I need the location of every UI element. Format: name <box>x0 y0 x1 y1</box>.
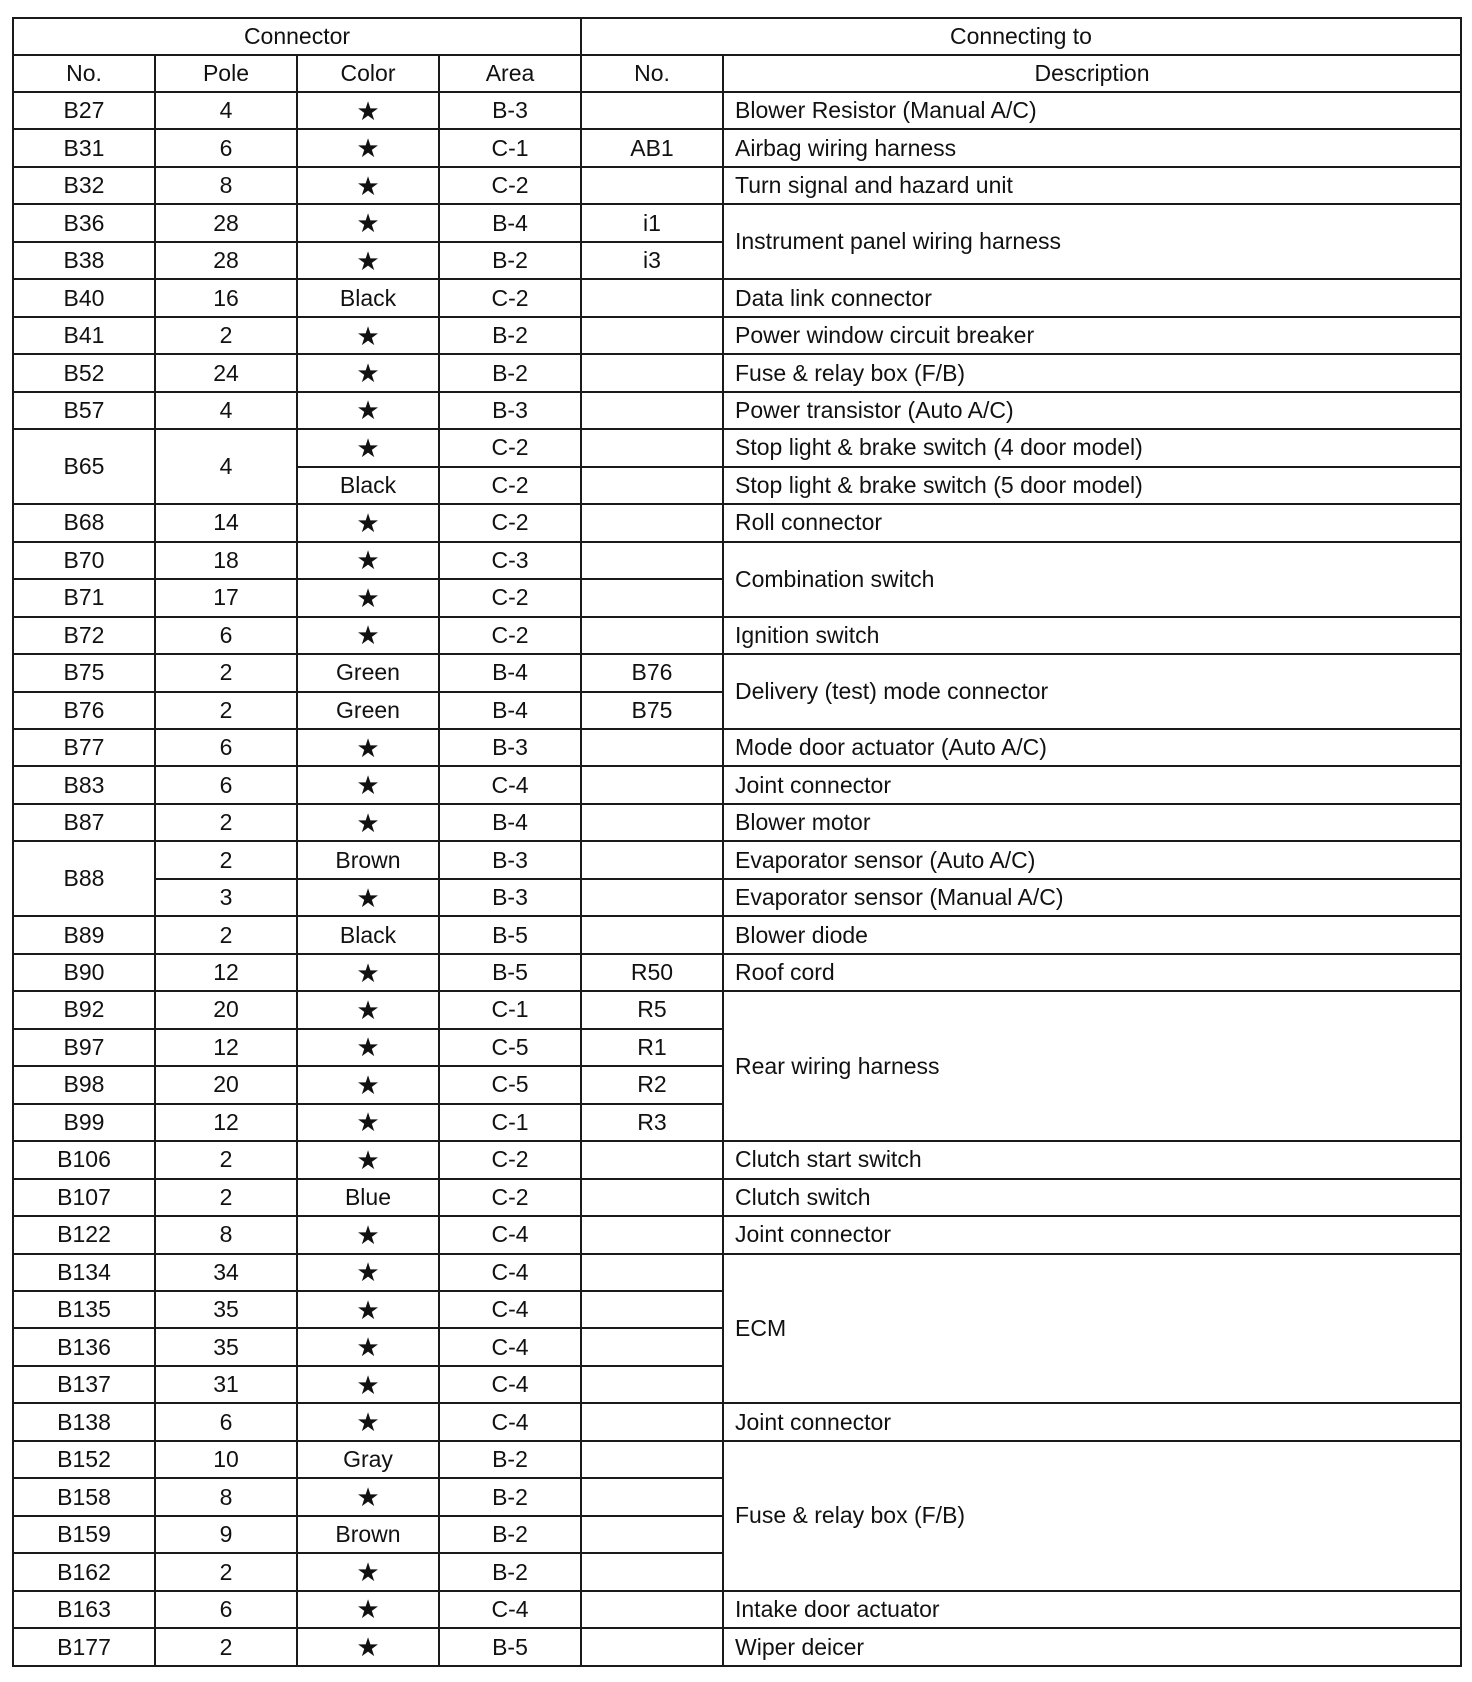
cell-description: Ignition switch <box>723 617 1461 654</box>
cell-color-star-icon: ★ <box>297 1403 439 1440</box>
cell-description: Delivery (test) mode connector <box>723 654 1461 729</box>
cell-pole: 2 <box>155 317 297 354</box>
table-row <box>13 1141 1461 1178</box>
cell-area: C-5 <box>439 1029 581 1066</box>
cell-description: Wiper deicer <box>723 1628 1461 1666</box>
column-header-color: Color <box>297 55 439 92</box>
cell-connecting-no <box>581 167 723 204</box>
cell-connecting-no: B76 <box>581 654 723 691</box>
cell-connecting-no <box>581 841 723 878</box>
cell-description: Joint connector <box>723 1216 1461 1253</box>
cell-color-star-icon: ★ <box>297 1628 439 1666</box>
cell-connector-no: B76 <box>13 692 155 729</box>
cell-connecting-no <box>581 916 723 953</box>
cell-connecting-no: R3 <box>581 1104 723 1141</box>
cell-connector-no: B41 <box>13 317 155 354</box>
table-row <box>13 1254 1461 1291</box>
cell-connecting-no <box>581 1366 723 1403</box>
cell-connecting-no <box>581 1591 723 1628</box>
cell-connecting-no: R5 <box>581 991 723 1028</box>
cell-area: C-4 <box>439 1366 581 1403</box>
cell-area: B-2 <box>439 354 581 391</box>
cell-color-star-icon: ★ <box>297 729 439 766</box>
cell-color-star-icon: ★ <box>297 766 439 803</box>
cell-description: Mode door actuator (Auto A/C) <box>723 729 1461 766</box>
connecting-to-group-header: Connecting to <box>581 18 1461 55</box>
cell-description: Blower diode <box>723 916 1461 953</box>
cell-connecting-no: AB1 <box>581 129 723 166</box>
cell-description: Evaporator sensor (Manual A/C) <box>723 879 1461 916</box>
cell-connecting-no <box>581 804 723 841</box>
cell-connecting-no: i3 <box>581 242 723 279</box>
table-row <box>13 729 1461 766</box>
cell-connecting-no <box>581 1179 723 1216</box>
table-row <box>13 804 1461 841</box>
cell-color: Green <box>297 654 439 691</box>
cell-connector-no: B92 <box>13 991 155 1028</box>
cell-description: Blower Resistor (Manual A/C) <box>723 92 1461 129</box>
table-row <box>13 991 1461 1028</box>
cell-color-star-icon: ★ <box>297 991 439 1028</box>
cell-pole: 2 <box>155 1553 297 1590</box>
table-row <box>13 916 1461 953</box>
cell-color: Gray <box>297 1441 439 1478</box>
cell-connecting-no <box>581 1478 723 1515</box>
cell-pole: 6 <box>155 1403 297 1440</box>
table-body <box>13 92 1461 1666</box>
cell-area: C-2 <box>439 167 581 204</box>
cell-area: B-4 <box>439 804 581 841</box>
cell-area: C-2 <box>439 579 581 616</box>
cell-connecting-no <box>581 766 723 803</box>
cell-area: C-1 <box>439 991 581 1028</box>
cell-connector-no: B99 <box>13 1104 155 1141</box>
cell-connecting-no <box>581 542 723 579</box>
cell-connecting-no: R50 <box>581 954 723 991</box>
cell-area: B-5 <box>439 1628 581 1666</box>
cell-description: Evaporator sensor (Auto A/C) <box>723 841 1461 878</box>
cell-color-star-icon: ★ <box>297 1216 439 1253</box>
cell-area: B-3 <box>439 729 581 766</box>
cell-area: C-4 <box>439 1403 581 1440</box>
cell-pole: 4 <box>155 392 297 429</box>
cell-area: C-1 <box>439 129 581 166</box>
cell-color: Green <box>297 692 439 729</box>
cell-pole: 4 <box>155 429 297 504</box>
cell-connector-no: B32 <box>13 167 155 204</box>
cell-connector-no: B65 <box>13 429 155 504</box>
cell-color-star-icon: ★ <box>297 429 439 466</box>
cell-pole: 8 <box>155 167 297 204</box>
cell-area: C-4 <box>439 1254 581 1291</box>
table-row <box>13 1216 1461 1253</box>
cell-description: Joint connector <box>723 1403 1461 1440</box>
cell-description: Roll connector <box>723 504 1461 541</box>
cell-color-star-icon: ★ <box>297 354 439 391</box>
cell-color-star-icon: ★ <box>297 1291 439 1328</box>
cell-connecting-no: R2 <box>581 1066 723 1103</box>
cell-connector-no: B72 <box>13 617 155 654</box>
cell-pole: 20 <box>155 991 297 1028</box>
cell-description: Airbag wiring harness <box>723 129 1461 166</box>
cell-connector-no: B134 <box>13 1254 155 1291</box>
cell-area: C-1 <box>439 1104 581 1141</box>
table-row <box>13 317 1461 354</box>
cell-area: B-4 <box>439 654 581 691</box>
cell-color-star-icon: ★ <box>297 392 439 429</box>
cell-connecting-no <box>581 429 723 466</box>
cell-connecting-no <box>581 1254 723 1291</box>
cell-color-star-icon: ★ <box>297 804 439 841</box>
cell-description: Fuse & relay box (F/B) <box>723 354 1461 391</box>
cell-color-star-icon: ★ <box>297 167 439 204</box>
cell-description: Combination switch <box>723 542 1461 617</box>
table-row <box>13 129 1461 166</box>
cell-connector-no: B75 <box>13 654 155 691</box>
cell-connecting-no <box>581 92 723 129</box>
connector-table <box>12 17 1462 1667</box>
cell-connecting-no <box>581 1141 723 1178</box>
table-row <box>13 841 1461 878</box>
cell-color-star-icon: ★ <box>297 242 439 279</box>
cell-color-star-icon: ★ <box>297 1553 439 1590</box>
cell-connector-no: B98 <box>13 1066 155 1103</box>
cell-connector-no: B158 <box>13 1478 155 1515</box>
cell-pole: 2 <box>155 654 297 691</box>
cell-color-star-icon: ★ <box>297 1366 439 1403</box>
cell-pole: 6 <box>155 729 297 766</box>
cell-connector-no: B89 <box>13 916 155 953</box>
cell-connecting-no <box>581 317 723 354</box>
cell-connecting-no <box>581 617 723 654</box>
cell-area: B-5 <box>439 954 581 991</box>
cell-area: B-3 <box>439 879 581 916</box>
table-row <box>13 879 1461 916</box>
cell-connecting-no: i1 <box>581 204 723 241</box>
table-row <box>13 954 1461 991</box>
cell-description: Power transistor (Auto A/C) <box>723 392 1461 429</box>
cell-connector-no: B68 <box>13 504 155 541</box>
group-header-row <box>13 18 1461 55</box>
cell-pole: 31 <box>155 1366 297 1403</box>
cell-color-star-icon: ★ <box>297 542 439 579</box>
cell-color: Brown <box>297 1516 439 1553</box>
cell-color-star-icon: ★ <box>297 579 439 616</box>
cell-connector-no: B152 <box>13 1441 155 1478</box>
table-row <box>13 92 1461 129</box>
cell-color-star-icon: ★ <box>297 129 439 166</box>
cell-color-star-icon: ★ <box>297 1141 439 1178</box>
cell-color-star-icon: ★ <box>297 317 439 354</box>
cell-connecting-no <box>581 879 723 916</box>
cell-connecting-no: R1 <box>581 1029 723 1066</box>
cell-area: C-4 <box>439 1591 581 1628</box>
cell-connecting-no <box>581 279 723 316</box>
cell-color-star-icon: ★ <box>297 1029 439 1066</box>
cell-area: B-2 <box>439 242 581 279</box>
cell-description: Clutch start switch <box>723 1141 1461 1178</box>
cell-pole: 35 <box>155 1291 297 1328</box>
cell-pole: 16 <box>155 279 297 316</box>
cell-pole: 2 <box>155 1628 297 1666</box>
cell-area: B-3 <box>439 92 581 129</box>
cell-area: B-2 <box>439 317 581 354</box>
cell-pole: 35 <box>155 1328 297 1365</box>
cell-connector-no: B138 <box>13 1403 155 1440</box>
cell-pole: 28 <box>155 242 297 279</box>
cell-description: Joint connector <box>723 766 1461 803</box>
column-header-description: Description <box>723 55 1461 92</box>
cell-area: B-5 <box>439 916 581 953</box>
cell-area: C-2 <box>439 467 581 504</box>
cell-area: B-2 <box>439 1553 581 1590</box>
column-header-no: No. <box>13 55 155 92</box>
cell-connecting-no <box>581 1403 723 1440</box>
cell-description: Data link connector <box>723 279 1461 316</box>
cell-color: Black <box>297 279 439 316</box>
cell-connector-no: B107 <box>13 1179 155 1216</box>
cell-connector-no: B90 <box>13 954 155 991</box>
cell-color-star-icon: ★ <box>297 1478 439 1515</box>
cell-color-star-icon: ★ <box>297 954 439 991</box>
cell-connecting-no <box>581 1291 723 1328</box>
cell-description: Stop light & brake switch (5 door model) <box>723 467 1461 504</box>
cell-pole: 2 <box>155 916 297 953</box>
cell-pole: 2 <box>155 804 297 841</box>
cell-color-star-icon: ★ <box>297 1066 439 1103</box>
cell-pole: 2 <box>155 841 297 878</box>
cell-pole: 18 <box>155 542 297 579</box>
cell-pole: 4 <box>155 92 297 129</box>
cell-pole: 28 <box>155 204 297 241</box>
cell-color-star-icon: ★ <box>297 1591 439 1628</box>
table-row <box>13 1441 1461 1478</box>
cell-connector-no: B97 <box>13 1029 155 1066</box>
cell-connecting-no <box>581 1216 723 1253</box>
cell-area: C-2 <box>439 429 581 466</box>
cell-area: C-4 <box>439 1291 581 1328</box>
cell-connector-no: B57 <box>13 392 155 429</box>
table-row <box>13 1403 1461 1440</box>
column-header-pole: Pole <box>155 55 297 92</box>
cell-pole: 12 <box>155 954 297 991</box>
cell-connecting-no <box>581 579 723 616</box>
cell-pole: 3 <box>155 879 297 916</box>
cell-pole: 12 <box>155 1029 297 1066</box>
cell-color: Blue <box>297 1179 439 1216</box>
cell-pole: 10 <box>155 1441 297 1478</box>
cell-pole: 6 <box>155 766 297 803</box>
cell-description: Instrument panel wiring harness <box>723 204 1461 279</box>
table-row <box>13 504 1461 541</box>
cell-pole: 2 <box>155 1141 297 1178</box>
cell-area: B-3 <box>439 841 581 878</box>
cell-connecting-no: B75 <box>581 692 723 729</box>
table-row <box>13 617 1461 654</box>
cell-pole: 20 <box>155 1066 297 1103</box>
cell-connector-no: B83 <box>13 766 155 803</box>
cell-pole: 9 <box>155 1516 297 1553</box>
cell-connector-no: B87 <box>13 804 155 841</box>
cell-pole: 6 <box>155 617 297 654</box>
cell-pole: 14 <box>155 504 297 541</box>
cell-pole: 6 <box>155 129 297 166</box>
table-row <box>13 167 1461 204</box>
cell-pole: 12 <box>155 1104 297 1141</box>
table-row <box>13 279 1461 316</box>
cell-connecting-no <box>581 1441 723 1478</box>
cell-area: C-3 <box>439 542 581 579</box>
cell-pole: 17 <box>155 579 297 616</box>
cell-area: C-5 <box>439 1066 581 1103</box>
cell-description: Clutch switch <box>723 1179 1461 1216</box>
cell-connecting-no <box>581 392 723 429</box>
cell-description: Rear wiring harness <box>723 991 1461 1141</box>
cell-area: B-3 <box>439 392 581 429</box>
table-row <box>13 766 1461 803</box>
cell-connecting-no <box>581 729 723 766</box>
cell-area: C-2 <box>439 504 581 541</box>
cell-connecting-no <box>581 1628 723 1666</box>
cell-connector-no: B137 <box>13 1366 155 1403</box>
cell-description: Intake door actuator <box>723 1591 1461 1628</box>
cell-area: B-4 <box>439 692 581 729</box>
cell-area: C-4 <box>439 1328 581 1365</box>
table-row <box>13 654 1461 691</box>
cell-pole: 6 <box>155 1591 297 1628</box>
cell-color: Brown <box>297 841 439 878</box>
table-row <box>13 542 1461 579</box>
cell-pole: 24 <box>155 354 297 391</box>
cell-pole: 8 <box>155 1216 297 1253</box>
cell-color: Black <box>297 467 439 504</box>
table-row <box>13 392 1461 429</box>
cell-connecting-no <box>581 504 723 541</box>
column-header-row <box>13 55 1461 92</box>
cell-connector-no: B52 <box>13 354 155 391</box>
cell-area: B-2 <box>439 1478 581 1515</box>
cell-connector-no: B162 <box>13 1553 155 1590</box>
table-row <box>13 1179 1461 1216</box>
connector-group-header: Connector <box>13 18 581 55</box>
cell-connecting-no <box>581 354 723 391</box>
cell-area: B-2 <box>439 1441 581 1478</box>
table-row <box>13 1591 1461 1628</box>
cell-connector-no: B77 <box>13 729 155 766</box>
cell-area: C-2 <box>439 279 581 316</box>
cell-connector-no: B159 <box>13 1516 155 1553</box>
cell-connector-no: B163 <box>13 1591 155 1628</box>
cell-description: Turn signal and hazard unit <box>723 167 1461 204</box>
cell-area: C-2 <box>439 1141 581 1178</box>
cell-area: C-4 <box>439 766 581 803</box>
cell-color-star-icon: ★ <box>297 92 439 129</box>
column-header-to-no: No. <box>581 55 723 92</box>
cell-area: C-4 <box>439 1216 581 1253</box>
cell-pole: 8 <box>155 1478 297 1515</box>
cell-pole: 2 <box>155 1179 297 1216</box>
cell-connecting-no <box>581 467 723 504</box>
cell-area: B-4 <box>439 204 581 241</box>
cell-connector-no: B177 <box>13 1628 155 1666</box>
cell-connector-no: B40 <box>13 279 155 316</box>
cell-color-star-icon: ★ <box>297 504 439 541</box>
cell-connector-no: B27 <box>13 92 155 129</box>
cell-connector-no: B31 <box>13 129 155 166</box>
cell-description: Power window circuit breaker <box>723 317 1461 354</box>
column-header-area: Area <box>439 55 581 92</box>
cell-color-star-icon: ★ <box>297 1104 439 1141</box>
cell-area: C-2 <box>439 617 581 654</box>
table-row <box>13 204 1461 241</box>
cell-description: Fuse & relay box (F/B) <box>723 1441 1461 1591</box>
cell-connector-no: B38 <box>13 242 155 279</box>
cell-connector-no: B71 <box>13 579 155 616</box>
cell-connecting-no <box>581 1516 723 1553</box>
cell-description: ECM <box>723 1254 1461 1404</box>
cell-pole: 2 <box>155 692 297 729</box>
table-row <box>13 429 1461 466</box>
cell-description: Roof cord <box>723 954 1461 991</box>
table-row <box>13 1628 1461 1666</box>
cell-connector-no: B122 <box>13 1216 155 1253</box>
cell-connector-no: B136 <box>13 1328 155 1365</box>
cell-connector-no: B36 <box>13 204 155 241</box>
cell-color-star-icon: ★ <box>297 1254 439 1291</box>
cell-color-star-icon: ★ <box>297 1328 439 1365</box>
cell-color-star-icon: ★ <box>297 879 439 916</box>
cell-color-star-icon: ★ <box>297 204 439 241</box>
cell-area: C-2 <box>439 1179 581 1216</box>
cell-description: Stop light & brake switch (4 door model) <box>723 429 1461 466</box>
cell-pole: 34 <box>155 1254 297 1291</box>
cell-connecting-no <box>581 1328 723 1365</box>
cell-description: Blower motor <box>723 804 1461 841</box>
table-row <box>13 354 1461 391</box>
cell-color-star-icon: ★ <box>297 617 439 654</box>
cell-color: Black <box>297 916 439 953</box>
cell-connecting-no <box>581 1553 723 1590</box>
cell-connector-no: B135 <box>13 1291 155 1328</box>
cell-area: B-2 <box>439 1516 581 1553</box>
cell-connector-no: B70 <box>13 542 155 579</box>
cell-connector-no: B106 <box>13 1141 155 1178</box>
cell-connector-no: B88 <box>13 841 155 916</box>
